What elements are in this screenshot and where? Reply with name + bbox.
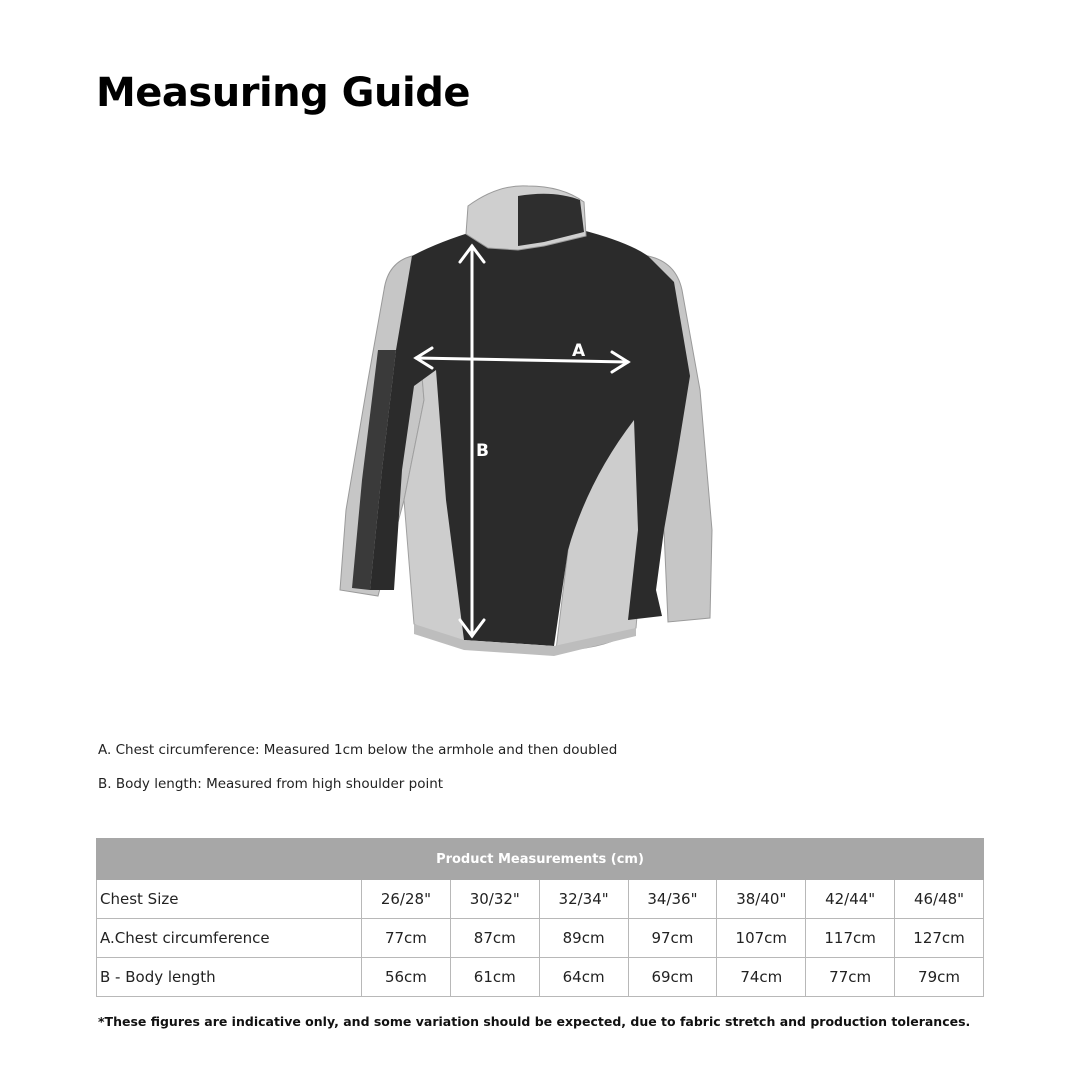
table-cell: 30/32" — [450, 880, 539, 919]
page-title: Measuring Guide — [96, 70, 470, 116]
table-cell: 42/44" — [806, 880, 895, 919]
jacket-diagram — [318, 150, 762, 670]
jacket-illustration — [318, 150, 762, 670]
table-row-chest-size — [97, 880, 984, 919]
table-cell: 89cm — [539, 919, 628, 958]
row-label: B - Body length — [97, 958, 362, 997]
table-cell: 77cm — [806, 958, 895, 997]
table-cell: 56cm — [362, 958, 451, 997]
row-label: Chest Size — [97, 880, 362, 919]
table-cell: 97cm — [628, 919, 717, 958]
table-cell: 77cm — [362, 919, 451, 958]
table-cell: 38/40" — [717, 880, 806, 919]
table-cell: 34/36" — [628, 880, 717, 919]
table-header-row — [97, 839, 984, 880]
note-body-length: B. Body length: Measured from high shoulder point — [98, 776, 444, 792]
table-cell: 87cm — [450, 919, 539, 958]
marker-a: A — [572, 341, 586, 361]
table-cell: 107cm — [717, 919, 806, 958]
footnote: *These figures are indicative only, and some variation should be expected, due to fabric stretch and production tolerances. — [98, 1014, 971, 1029]
table-cell: 74cm — [717, 958, 806, 997]
table-cell: 26/28" — [362, 880, 451, 919]
table-cell: 69cm — [628, 958, 717, 997]
table-cell: 64cm — [539, 958, 628, 997]
table-row-body-length — [97, 958, 984, 997]
note-chest-circumference: A. Chest circumference: Measured 1cm below the armhole and then doubled — [98, 742, 618, 758]
table-cell: 46/48" — [895, 880, 984, 919]
table-cell: 117cm — [806, 919, 895, 958]
marker-b: B — [476, 441, 489, 461]
table-cell: 32/34" — [539, 880, 628, 919]
row-label: A.Chest circumference — [97, 919, 362, 958]
table-row-chest-circumference — [97, 919, 984, 958]
table-cell: 127cm — [895, 919, 984, 958]
table-cell: 61cm — [450, 958, 539, 997]
table-header: Product Measurements (cm) — [97, 839, 984, 880]
table-cell: 79cm — [895, 958, 984, 997]
measurements-table — [96, 838, 984, 997]
